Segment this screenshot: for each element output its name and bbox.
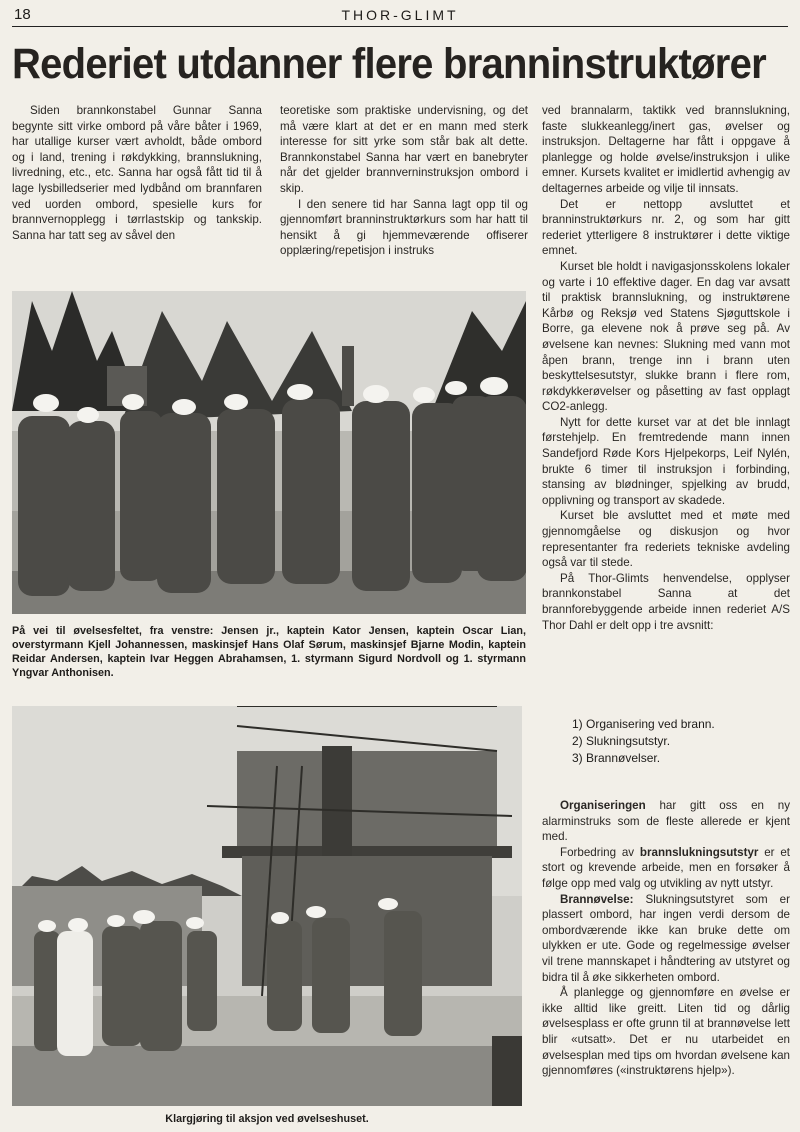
paragraph: I den senere tid har Sanna lagt opp til og gjennomført branninstruktørkurs som har hatt til hensikt å gi hjemmeværende offiserer opplæring/repetisjon i instruks xyxy=(280,197,528,258)
bold-lead: brannslukningsutstyr xyxy=(639,845,759,859)
group-photo-image xyxy=(12,291,526,614)
list-item: 2) Slukningsutstyr. xyxy=(572,734,671,748)
training-tower-image xyxy=(12,706,522,1106)
paragraph xyxy=(542,845,790,892)
article-column-3-lower xyxy=(542,798,790,1079)
paragraph: På Thor-Glimts henvendelse, opplyser brannkonstabel Sanna at det brannforebyggende arbeide innen rederiet A/S Thor Dahl er delt opp i tre avsnitt: xyxy=(542,571,790,632)
section-list xyxy=(542,698,782,788)
paragraph: ved brannalarm, taktikk ved brannslukning, faste slukkeanlegg/inert gas, øvelser og instruksjon. Deltagerne har fått i oppgave å planlegge og holde øvelse/instruksjon i ulike emner. Kursets kvalitet er imidlertid avhengig av deltagernes arbeide og vilje til innsats. xyxy=(542,104,790,195)
training-tower-photo xyxy=(12,706,522,1106)
article-column-2 xyxy=(280,103,528,259)
paragraph: Kurset ble avsluttet med et møte med gjennomgåelse og diskusjon og hvor representanter fra rederiets tekniske avdeling også var til stede. xyxy=(542,509,790,570)
photo-caption: Klargjøring til aksjon ved øvelseshuset. xyxy=(165,1113,369,1125)
paragraph: Kurset ble holdt i navigasjonsskolens lokaler og varte i 10 effektive dager. En dag var avsatt til praktisk brannslukning, og instruktørene Kårbø og Reksjø ved Statens Sjøguttskole i Borre, ga elevene nok å prøve seg på. Av øvelsene kan nevnes: Slukning med vann mot åpen brann, trenge inn i brann uten beskyttelsesutstyr, slukke brann i flere rom, røkdykkerøvelser og påsetting av fast opplagt CO2-anlegg. xyxy=(542,259,790,414)
paragraph-text: Slukningsutstyret som er plassert ombord, har ingen verdi dersom de ombordværende ikke kan bruke dette om ulykken er ute. Gode og regelmessige øvelser vil trene mannskapet i håndtering av utstyret og bidra til å øke sikkerheten ombord. xyxy=(542,892,790,984)
paragraph: teoretiske som praktiske undervisning, og det må være klart at det er en mann med sterk interesse for sitt yrke som står bak alt dette. Brannkonstabel Sanna har vært en banebryter når det gjelder brannverninstruksjon ombord i skip. xyxy=(280,104,528,195)
paragraph xyxy=(542,892,790,986)
article-column-3 xyxy=(542,103,790,633)
paragraph: Det er nettopp avsluttet et branninstruktørkurs nr. 2, og som har gitt rederiet ytterligere 8 instruktører i dette viktige emnet. xyxy=(542,197,790,258)
article-headline: Rederiet utdanner flere branninstruktører xyxy=(12,40,766,88)
paragraph: Siden brannkonstabel Gunnar Sanna begynte sitt virke ombord på våre båter i 1969, har utallige kurser vært avholdt, både ombord og i land, trening i røkdykking, brannslukning, livredning, etc., etc. Sanna har også fått tid til å lage lysbilledserier med lydbånd om brannfaren ved uorden ombord, spesielle kurs for brannvernopplegg i tørrlastskip og tankskip. Sanna har tatt seg av såvel den xyxy=(12,104,262,242)
bold-lead: Brannøvelse: xyxy=(560,892,634,906)
publication-title: THOR-GLIMT xyxy=(341,7,459,23)
article-column-1 xyxy=(12,103,262,243)
paragraph-text: Forbedring av xyxy=(560,845,640,859)
page-header xyxy=(12,4,788,27)
paragraph: Å planlegge og gjennomføre en øvelse er ikke alltid like greitt. Liten tid og dårlig øvelsesplass er ofte grunn til at brannøvelse lett blir «utsatt». Det er nu utarbeidet en øvelsesplan med tips om hvordan øvelsene kan gjennomføres («instruktørens hjelp»). xyxy=(542,986,790,1078)
photo-caption: På vei til øvelsesfeltet, fra venstre: Jensen jr., kaptein Kator Jensen, kaptein Oscar Lian, overstyrmann Kjell Johannessen, maskinsjef Hans Olaf Sørum, maskinsjef Bjarne Modin, kaptein Reidar Andersen, kaptein Ivar Heggen Abrahamsen, 1. styrmann Sigurd Nordvoll og 1. styrmann Yngvar Anthonisen. xyxy=(12,625,526,679)
list-item: 3) Brannøvelser. xyxy=(572,751,661,765)
paragraph: Nytt for dette kurset var at det ble innlagt førstehjelp. En fremtredende mann innen Sandefjord Røde Kors Hjelpekorps, Leif Nylén, brukte 6 timer til instruksjon i forbinding, stansing av blødninger, spjelking av brudd, opplivning og transport av skadede. xyxy=(542,415,790,507)
paragraph-text: er et stort og krevende arbeide, men en forsøker å følge opp med valg og utvikling av nytt utstyr. xyxy=(542,845,790,890)
paragraph xyxy=(542,798,790,845)
page-number: 18 xyxy=(14,6,31,23)
paragraph-text: har gitt oss en ny alarminstruks som de fleste allerede er kjent med. xyxy=(542,799,790,844)
group-photo xyxy=(12,291,526,614)
bold-lead: Organiseringen xyxy=(560,799,646,812)
list-item: 1) Organisering ved brann. xyxy=(572,717,715,731)
